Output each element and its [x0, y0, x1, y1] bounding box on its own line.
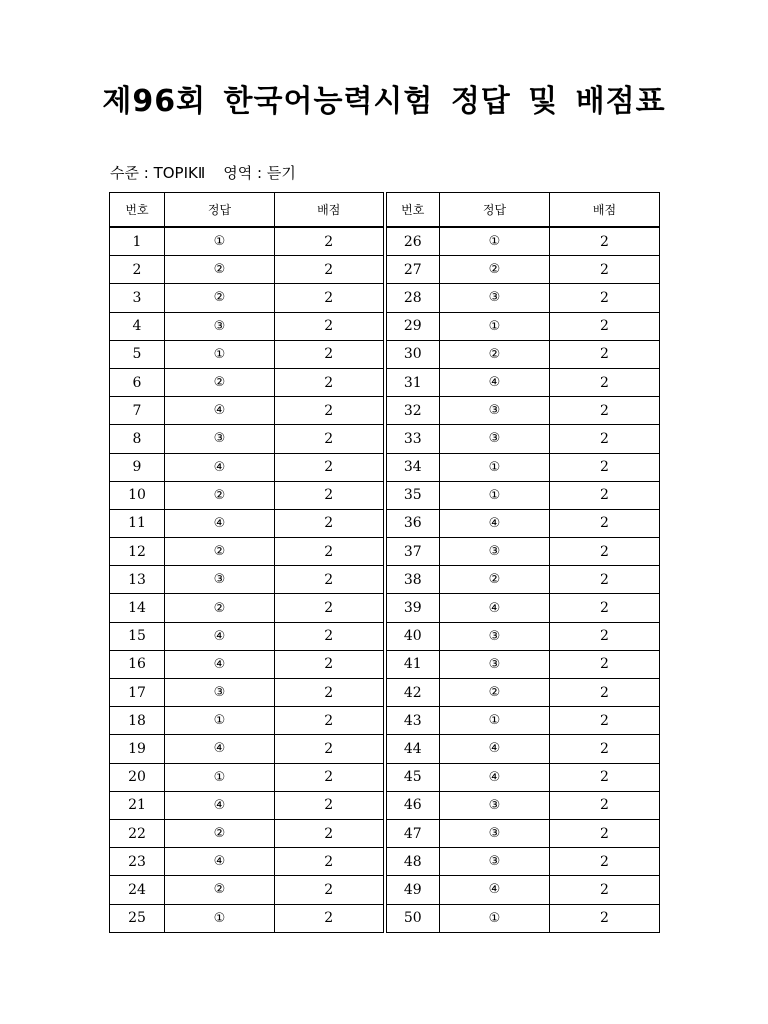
- table-row: [110, 509, 660, 537]
- correct-answer: ③: [440, 538, 550, 566]
- correct-answer: ③: [440, 848, 550, 876]
- points: 2: [550, 397, 660, 425]
- question-number: 17: [110, 679, 165, 707]
- points: 2: [550, 679, 660, 707]
- correct-answer: ①: [440, 312, 550, 340]
- table-row: [110, 735, 660, 763]
- points: 2: [275, 679, 385, 707]
- table-row: [110, 481, 660, 509]
- correct-answer: ②: [165, 876, 275, 904]
- correct-answer: ①: [165, 340, 275, 368]
- table-row: [110, 368, 660, 396]
- correct-answer: ③: [440, 284, 550, 312]
- table-row: [110, 650, 660, 678]
- question-number: 46: [385, 791, 440, 819]
- points: 2: [275, 368, 385, 396]
- table-row: [110, 622, 660, 650]
- points: 2: [550, 481, 660, 509]
- question-number: 22: [110, 819, 165, 847]
- correct-answer: ③: [440, 791, 550, 819]
- correct-answer: ②: [165, 481, 275, 509]
- question-number: 30: [385, 340, 440, 368]
- correct-answer: ④: [165, 791, 275, 819]
- question-number: 16: [110, 650, 165, 678]
- points: 2: [275, 397, 385, 425]
- question-number: 50: [385, 904, 440, 932]
- question-number: 25: [110, 904, 165, 932]
- header-number: 번호: [110, 193, 165, 228]
- question-number: 38: [385, 566, 440, 594]
- correct-answer: ①: [440, 453, 550, 481]
- header-number: 번호: [385, 193, 440, 228]
- correct-answer: ③: [165, 312, 275, 340]
- points: 2: [275, 481, 385, 509]
- points: 2: [550, 594, 660, 622]
- points: 2: [275, 622, 385, 650]
- page-title: 제96회 한국어능력시험 정답 및 배점표: [102, 84, 666, 119]
- table-row: [110, 566, 660, 594]
- correct-answer: ②: [165, 368, 275, 396]
- correct-answer: ②: [440, 679, 550, 707]
- points: 2: [550, 256, 660, 284]
- correct-answer: ④: [440, 735, 550, 763]
- correct-answer: ③: [440, 425, 550, 453]
- level-label: 수준 :: [110, 164, 154, 182]
- question-number: 33: [385, 425, 440, 453]
- correct-answer: ①: [440, 707, 550, 735]
- correct-answer: ①: [440, 904, 550, 932]
- points: 2: [550, 538, 660, 566]
- points: 2: [275, 312, 385, 340]
- question-number: 40: [385, 622, 440, 650]
- table-row: [110, 397, 660, 425]
- correct-answer: ④: [165, 622, 275, 650]
- points: 2: [550, 453, 660, 481]
- question-number: 10: [110, 481, 165, 509]
- question-number: 37: [385, 538, 440, 566]
- correct-answer: ③: [440, 650, 550, 678]
- points: 2: [550, 368, 660, 396]
- answer-table: [109, 192, 660, 933]
- header-answer: 정답: [165, 193, 275, 228]
- table-row: [110, 904, 660, 932]
- correct-answer: ③: [165, 566, 275, 594]
- question-number: 23: [110, 848, 165, 876]
- correct-answer: ②: [165, 819, 275, 847]
- correct-answer: ③: [440, 819, 550, 847]
- points: 2: [550, 227, 660, 256]
- question-number: 45: [385, 763, 440, 791]
- points: 2: [275, 707, 385, 735]
- correct-answer: ①: [165, 904, 275, 932]
- points: 2: [550, 819, 660, 847]
- question-number: 29: [385, 312, 440, 340]
- points: 2: [275, 791, 385, 819]
- points: 2: [275, 735, 385, 763]
- correct-answer: ③: [165, 425, 275, 453]
- question-number: 31: [385, 368, 440, 396]
- question-number: 8: [110, 425, 165, 453]
- table-row: [110, 848, 660, 876]
- points: 2: [275, 453, 385, 481]
- correct-answer: ④: [165, 848, 275, 876]
- points: 2: [550, 650, 660, 678]
- table-row: [110, 227, 660, 256]
- correct-answer: ②: [440, 340, 550, 368]
- table-row: [110, 453, 660, 481]
- question-number: 6: [110, 368, 165, 396]
- correct-answer: ②: [440, 566, 550, 594]
- points: 2: [275, 227, 385, 256]
- correct-answer: ②: [440, 256, 550, 284]
- table-row: [110, 791, 660, 819]
- correct-answer: ③: [165, 679, 275, 707]
- points: 2: [550, 707, 660, 735]
- points: 2: [275, 876, 385, 904]
- points: 2: [275, 340, 385, 368]
- points: 2: [550, 848, 660, 876]
- points: 2: [550, 340, 660, 368]
- exam-meta: [110, 162, 296, 184]
- correct-answer: ①: [165, 763, 275, 791]
- table-row: [110, 594, 660, 622]
- question-number: 43: [385, 707, 440, 735]
- question-number: 7: [110, 397, 165, 425]
- question-number: 9: [110, 453, 165, 481]
- question-number: 47: [385, 819, 440, 847]
- question-number: 13: [110, 566, 165, 594]
- correct-answer: ④: [440, 763, 550, 791]
- table-row: [110, 707, 660, 735]
- correct-answer: ④: [165, 735, 275, 763]
- points: 2: [550, 425, 660, 453]
- question-number: 1: [110, 227, 165, 256]
- points: 2: [275, 284, 385, 312]
- points: 2: [275, 566, 385, 594]
- points: 2: [550, 566, 660, 594]
- question-number: 32: [385, 397, 440, 425]
- correct-answer: ④: [165, 397, 275, 425]
- question-number: 14: [110, 594, 165, 622]
- correct-answer: ③: [440, 622, 550, 650]
- table-row: [110, 876, 660, 904]
- question-number: 48: [385, 848, 440, 876]
- table-row: [110, 538, 660, 566]
- level-value: TOPIKⅡ: [153, 164, 206, 182]
- question-number: 18: [110, 707, 165, 735]
- points: 2: [275, 509, 385, 537]
- question-number: 12: [110, 538, 165, 566]
- question-number: 44: [385, 735, 440, 763]
- points: 2: [550, 791, 660, 819]
- question-number: 35: [385, 481, 440, 509]
- points: 2: [275, 650, 385, 678]
- table-row: [110, 819, 660, 847]
- question-number: 24: [110, 876, 165, 904]
- points: 2: [550, 763, 660, 791]
- points: 2: [275, 538, 385, 566]
- question-number: 26: [385, 227, 440, 256]
- table-row: [110, 312, 660, 340]
- question-number: 19: [110, 735, 165, 763]
- correct-answer: ①: [440, 227, 550, 256]
- correct-answer: ②: [165, 538, 275, 566]
- points: 2: [550, 876, 660, 904]
- table-row: [110, 425, 660, 453]
- question-number: 5: [110, 340, 165, 368]
- points: 2: [275, 904, 385, 932]
- points: 2: [275, 256, 385, 284]
- table-row: [110, 284, 660, 312]
- question-number: 42: [385, 679, 440, 707]
- table-header-row: [110, 193, 660, 228]
- correct-answer: ①: [165, 707, 275, 735]
- points: 2: [275, 819, 385, 847]
- question-number: 21: [110, 791, 165, 819]
- correct-answer: ④: [165, 650, 275, 678]
- question-number: 27: [385, 256, 440, 284]
- points: 2: [550, 904, 660, 932]
- correct-answer: ③: [440, 397, 550, 425]
- section-label: 영역 :: [223, 164, 267, 182]
- question-number: 41: [385, 650, 440, 678]
- section-value: 듣기: [266, 164, 296, 182]
- question-number: 36: [385, 509, 440, 537]
- correct-answer: ①: [440, 481, 550, 509]
- correct-answer: ④: [165, 453, 275, 481]
- points: 2: [275, 425, 385, 453]
- question-number: 39: [385, 594, 440, 622]
- points: 2: [550, 312, 660, 340]
- table-row: [110, 763, 660, 791]
- correct-answer: ②: [165, 284, 275, 312]
- question-number: 20: [110, 763, 165, 791]
- correct-answer: ②: [165, 594, 275, 622]
- question-number: 34: [385, 453, 440, 481]
- points: 2: [275, 848, 385, 876]
- question-number: 28: [385, 284, 440, 312]
- table-row: [110, 256, 660, 284]
- correct-answer: ④: [440, 594, 550, 622]
- points: 2: [550, 284, 660, 312]
- correct-answer: ④: [165, 509, 275, 537]
- question-number: 3: [110, 284, 165, 312]
- question-number: 4: [110, 312, 165, 340]
- correct-answer: ④: [440, 509, 550, 537]
- correct-answer: ④: [440, 368, 550, 396]
- points: 2: [550, 735, 660, 763]
- points: 2: [275, 594, 385, 622]
- question-number: 2: [110, 256, 165, 284]
- correct-answer: ④: [440, 876, 550, 904]
- points: 2: [275, 763, 385, 791]
- table-row: [110, 340, 660, 368]
- points: 2: [550, 509, 660, 537]
- points: 2: [550, 622, 660, 650]
- header-points: 배점: [275, 193, 385, 228]
- question-number: 15: [110, 622, 165, 650]
- correct-answer: ②: [165, 256, 275, 284]
- table-row: [110, 679, 660, 707]
- header-answer: 정답: [440, 193, 550, 228]
- question-number: 49: [385, 876, 440, 904]
- question-number: 11: [110, 509, 165, 537]
- header-points: 배점: [550, 193, 660, 228]
- correct-answer: ①: [165, 227, 275, 256]
